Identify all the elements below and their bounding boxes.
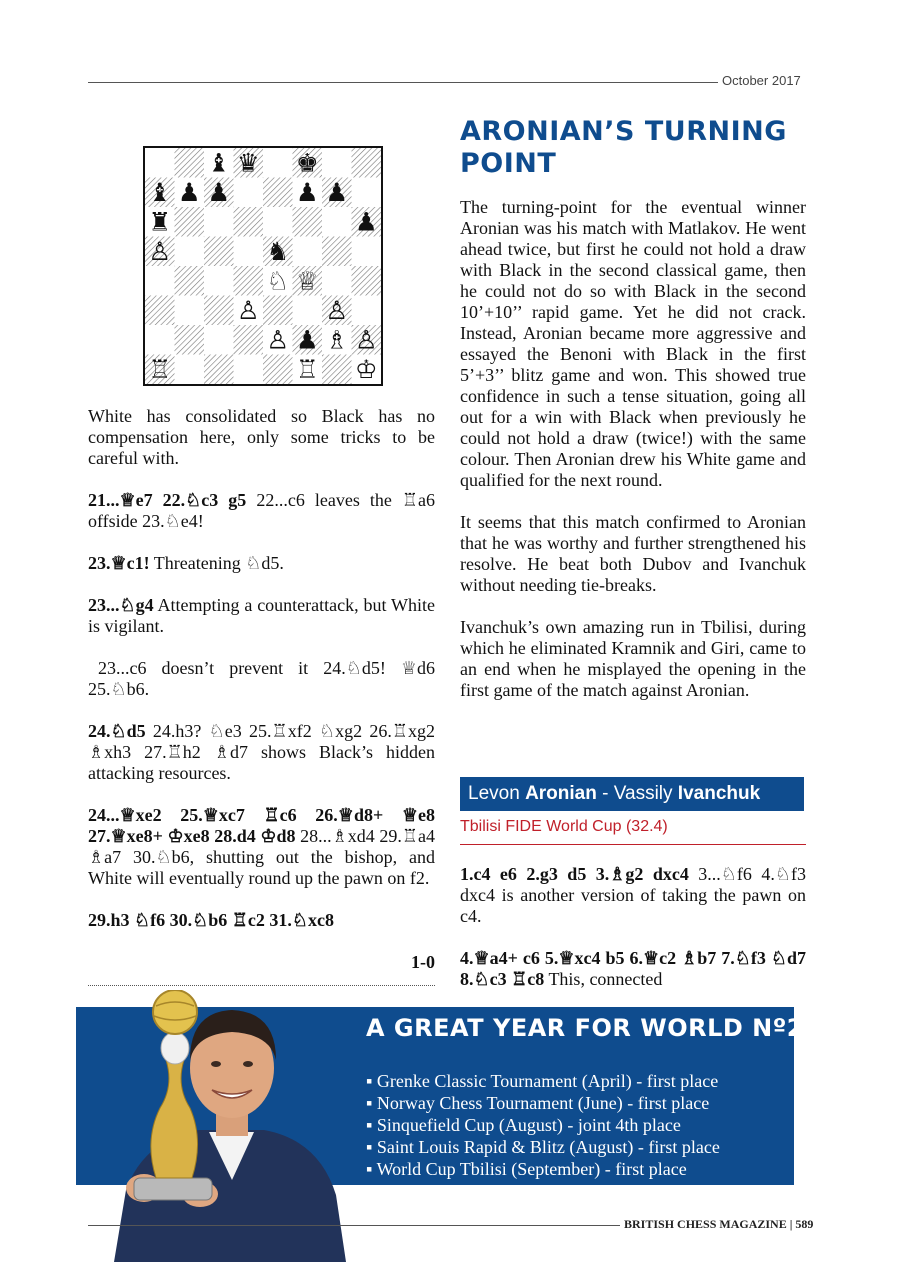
move-paragraph: [88, 553, 435, 574]
white-last-name: Aronian: [525, 783, 597, 804]
game-result: 1-0: [411, 952, 435, 972]
board-square: [263, 178, 293, 208]
board-square: [263, 296, 293, 326]
board-square: [322, 266, 352, 296]
white-pawn-e2: ♙: [266, 324, 290, 355]
players-separator: -: [596, 783, 614, 804]
right-column: [460, 197, 806, 722]
body-paragraph: The turning-point for the eventual winner Aronian was his match with Matlakov. He went ahead twice, but first he could not hold a draw with Black in the second classical game, then he could not do so with Black in the second 10’+10’’ rapid game. Yet he did not crack. Instead, Aronian became more aggressive and essayed the Benoni with Black in the first 5’+3’’ blitz game and won. This showed true confidence in such a tense situation, going all out for a win with Black when previously he could not hold a draw (twice!) with the same colour. Then Aronian drew his White game and qualified for the next round.: [460, 197, 806, 490]
white-king-h1: ♔: [354, 354, 378, 384]
board-square: [175, 148, 205, 178]
commentary: Threatening ♘d5.: [149, 553, 284, 573]
board-square: [204, 325, 234, 355]
board-square: [293, 296, 323, 326]
black-queen-d8: ♛: [236, 148, 260, 178]
board-square: [204, 266, 234, 296]
board-square: [175, 266, 205, 296]
commentary: 3...♘f6 4.♘f3 dxc4 is another version of taking the pawn on c4.: [460, 864, 806, 926]
variation-paragraph: 23...c6 doesn’t prevent it 24.♘d5! ♕d6 25.♘b6.: [88, 658, 435, 699]
board-square: [322, 207, 352, 237]
commentary: 24.h3? ♘e3 25.♖xf2 ♘xg2 26.♖xg2 ♗xh3 27.♖h2 ♗d7 shows Black’s hidden attacking resources.: [88, 721, 435, 783]
dotted-divider: [88, 985, 435, 986]
black-king-f8: ♚: [295, 148, 319, 178]
event-rule: [460, 844, 806, 845]
section-heading: ARONIAN’S TURNING POINT: [460, 116, 787, 179]
game-header: [460, 777, 804, 811]
footer-text: BRITISH CHESS MAGAZINE | 589: [624, 1217, 814, 1231]
commentary: 28...♗xd4 29.♖a4 ♗a7 30.♘b6, shutting out the bishop, and White will eventually round up the pawn on f2.: [88, 826, 436, 888]
banner-title: A GREAT YEAR FOR WORLD Nº2: [366, 1014, 805, 1042]
chess-board: [145, 148, 381, 384]
board-square: [145, 296, 175, 326]
board-square: [263, 207, 293, 237]
moves: 21...♕e7 22.♘c3 g5: [88, 490, 247, 510]
white-rook-f1: ♖: [295, 354, 319, 384]
white-first-name: Levon: [468, 783, 520, 804]
black-pawn-h6: ♟: [354, 206, 378, 237]
black-knight-e5: ♞: [266, 236, 290, 267]
move-paragraph: [460, 948, 806, 990]
header-rule: [88, 82, 718, 83]
move-paragraph: [460, 864, 806, 927]
move-paragraph: [88, 910, 435, 931]
board-square: [204, 296, 234, 326]
board-square: [175, 325, 205, 355]
board-square: [145, 148, 175, 178]
board-square: [175, 237, 205, 267]
event-name: Tbilisi FIDE World Cup (32.4): [460, 818, 668, 835]
board-square: [352, 237, 382, 267]
black-pawn-f2: ♟: [295, 324, 319, 355]
board-square: [322, 148, 352, 178]
white-pawn-h2: ♙: [354, 324, 378, 355]
board-square: [293, 207, 323, 237]
board-square: [204, 355, 234, 385]
board-square: [263, 355, 293, 385]
black-pawn-f7: ♟: [295, 177, 319, 208]
black-pawn-g7: ♟: [325, 177, 349, 208]
list-item: ▪ Saint Louis Rapid & Blitz (August) - first place: [366, 1136, 720, 1158]
list-item: ▪ Norway Chess Tournament (June) - first place: [366, 1092, 720, 1114]
board-square: [322, 237, 352, 267]
board-square: [293, 237, 323, 267]
board-square: [263, 148, 293, 178]
board-square: [322, 355, 352, 385]
chess-diagram: [143, 146, 383, 386]
black-bishop-c8: ♝: [207, 148, 231, 178]
moves: 23.♕c1!: [88, 553, 150, 573]
commentary: 22...c6 leaves the ♖a6 offside 23.♘e4!: [88, 490, 435, 531]
moves: 23...♘g4: [88, 595, 154, 615]
moves: 24.♘d5: [88, 721, 146, 741]
board-square: [352, 178, 382, 208]
list-item: ▪ Grenke Classic Tournament (April) - first place: [366, 1070, 720, 1092]
board-square: [145, 325, 175, 355]
board-square: [145, 266, 175, 296]
board-square: [175, 355, 205, 385]
commentary-paragraph: White has consolidated so Black has no compensation here, only some tricks to be careful with.: [88, 406, 435, 468]
black-rook-a6: ♜: [148, 206, 172, 237]
board-square: [204, 237, 234, 267]
black-pawn-c7: ♟: [207, 177, 231, 208]
board-square: [234, 325, 264, 355]
commentary: This, connected: [544, 969, 663, 989]
move-paragraph: [88, 805, 435, 889]
white-pawn-a5: ♙: [148, 236, 172, 267]
black-last-name: Ivanchuk: [677, 783, 761, 804]
board-square: [234, 266, 264, 296]
footer-rule: [88, 1225, 620, 1226]
black-pawn-b7: ♟: [177, 177, 201, 208]
white-rook-a1: ♖: [148, 354, 172, 384]
board-square: [204, 207, 234, 237]
black-first-name: Vassily: [613, 783, 673, 804]
list-item: ▪ Sinquefield Cup (August) - joint 4th place: [366, 1114, 720, 1136]
achievements-list: [366, 1070, 720, 1180]
board-square: [352, 296, 382, 326]
black-bishop-a7: ♝: [148, 177, 172, 208]
white-queen-f4: ♕: [295, 265, 319, 296]
board-square: [175, 207, 205, 237]
body-paragraph: Ivanchuk’s own amazing run in Tbilisi, during which he eliminated Kramnik and Giri, came to an end when he misplayed the opening in the first game of the match against Aronian.: [460, 617, 806, 700]
game-moves: [460, 864, 806, 990]
moves: 1.c4 e6 2.g3 d5 3.♗g2 dxc4: [460, 864, 689, 884]
board-square: [234, 207, 264, 237]
move-paragraph: [88, 595, 435, 637]
white-pawn-d3: ♙: [236, 295, 260, 326]
body-paragraph: It seems that this match confirmed to Aronian that he was worthy and further strengthened his resolve. He beat both Dubov and Ivanchuk without needing tie-breaks.: [460, 512, 806, 595]
move-paragraph: [88, 721, 435, 784]
moves: 29.h3 ♘f6 30.♘b6 ♖c2 31.♘xc8: [88, 910, 335, 930]
board-square: [175, 296, 205, 326]
board-square: [234, 237, 264, 267]
white-pawn-g3: ♙: [325, 295, 349, 326]
white-knight-e4: ♘: [266, 265, 290, 296]
left-column: [88, 406, 435, 931]
commentary: Attempting a counterattack, but White is vigilant.: [88, 595, 435, 636]
board-square: [352, 148, 382, 178]
board-square: [352, 266, 382, 296]
issue-date: October 2017: [722, 73, 801, 88]
white-bishop-g2: ♗: [325, 324, 349, 355]
board-square: [234, 178, 264, 208]
moves: 4.♕a4+ c6 5.♕xc4 b5 6.♕c2 ♗b7 7.♘f3 ♘d7 8.♘c3 ♖c8: [460, 948, 806, 989]
move-paragraph: [88, 490, 435, 532]
board-square: [234, 355, 264, 385]
player-photo: [104, 990, 354, 1262]
list-item: ▪ World Cup Tbilisi (September) - first place: [366, 1158, 720, 1180]
moves: 24...♕xe2 25.♕xc7 ♖c6 26.♕d8+ ♕e8 27.♕xe8+ ♔xe8 28.d4 ♔d8: [88, 805, 435, 846]
